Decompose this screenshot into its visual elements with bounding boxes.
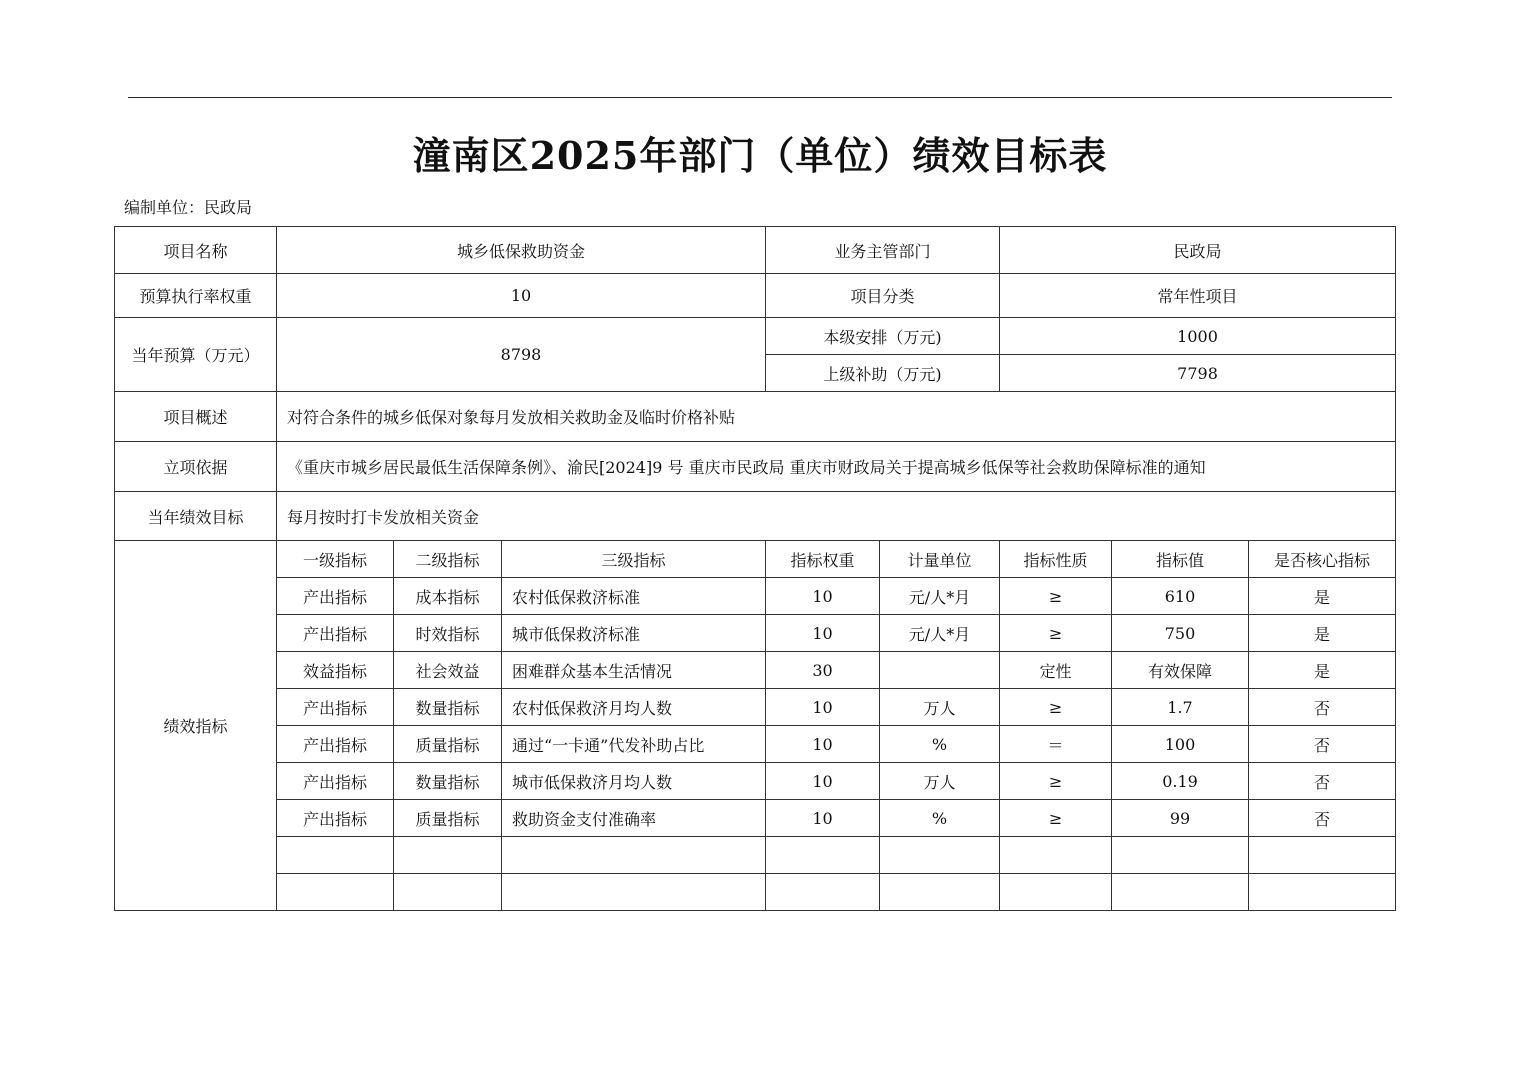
- level3-indicator: 通过“一卡通”代发补助占比: [502, 726, 766, 763]
- level2-indicator: [394, 837, 502, 874]
- indicator-row: [115, 800, 1396, 837]
- indicator-weight: 10: [766, 689, 880, 726]
- performance-table: [114, 226, 1396, 911]
- core-indicator-flag: 是: [1249, 615, 1396, 652]
- measurement-unit: 元/人*月: [880, 578, 1000, 615]
- indicator-nature: [1000, 874, 1112, 911]
- indicator-value: 0.19: [1112, 763, 1249, 800]
- category-label: 项目分类: [766, 274, 1000, 318]
- column-header: 指标性质: [1000, 541, 1112, 578]
- level3-indicator: 农村低保救济月均人数: [502, 689, 766, 726]
- indicator-row: [115, 689, 1396, 726]
- empty-indicator-row: [115, 874, 1396, 911]
- budget-label: 当年预算（万元）: [115, 318, 277, 392]
- core-indicator-flag: 是: [1249, 652, 1396, 689]
- indicator-row: [115, 578, 1396, 615]
- goal-value: 每月按时打卡发放相关资金: [277, 492, 1396, 541]
- level2-indicator: 时效指标: [394, 615, 502, 652]
- level2-indicator: [394, 874, 502, 911]
- indicator-value: 1.7: [1112, 689, 1249, 726]
- indicator-weight: [766, 837, 880, 874]
- level3-indicator: [502, 837, 766, 874]
- department-label: 业务主管部门: [766, 227, 1000, 274]
- weight-label: 预算执行率权重: [115, 274, 277, 318]
- level1-indicator: 产出指标: [277, 578, 394, 615]
- compiling-unit: 编制单位：民政局: [124, 198, 253, 217]
- upper-subsidy-label: 上级补助（万元): [766, 355, 1000, 392]
- column-header: 一级指标: [277, 541, 394, 578]
- level1-indicator: 产出指标: [277, 726, 394, 763]
- indicator-weight: 10: [766, 726, 880, 763]
- measurement-unit: 万人: [880, 689, 1000, 726]
- indicator-header-row: [115, 541, 1396, 578]
- column-header: 指标值: [1112, 541, 1249, 578]
- measurement-unit: %: [880, 726, 1000, 763]
- level1-indicator: 产出指标: [277, 689, 394, 726]
- level3-indicator: 城市低保救济月均人数: [502, 763, 766, 800]
- core-indicator-flag: 是: [1249, 578, 1396, 615]
- level3-indicator: 农村低保救济标准: [502, 578, 766, 615]
- level2-indicator: 社会效益: [394, 652, 502, 689]
- empty-indicator-row: [115, 837, 1396, 874]
- project-name-value: 城乡低保救助资金: [277, 227, 766, 274]
- measurement-unit: [880, 874, 1000, 911]
- indicator-value: 有效保障: [1112, 652, 1249, 689]
- level1-indicator: [277, 837, 394, 874]
- measurement-unit: [880, 652, 1000, 689]
- local-budget-label: 本级安排（万元): [766, 318, 1000, 355]
- core-indicator-flag: 否: [1249, 763, 1396, 800]
- goal-label: 当年绩效目标: [115, 492, 277, 541]
- measurement-unit: 元/人*月: [880, 615, 1000, 652]
- basis-value: 《重庆市城乡居民最低生活保障条例》、渝民[2024]9 号 重庆市民政局 重庆市财政局关于提高城乡低保等社会救助保障标准的通知: [277, 442, 1396, 492]
- indicator-value: 99: [1112, 800, 1249, 837]
- core-indicator-flag: [1249, 874, 1396, 911]
- department-value: 民政局: [1000, 227, 1396, 274]
- core-indicator-flag: 否: [1249, 800, 1396, 837]
- indicator-nature: ≥: [1000, 689, 1112, 726]
- indicator-row: [115, 615, 1396, 652]
- level1-indicator: 产出指标: [277, 615, 394, 652]
- table-row: [115, 492, 1396, 541]
- column-header: 计量单位: [880, 541, 1000, 578]
- indicator-weight: [766, 874, 880, 911]
- level2-indicator: 质量指标: [394, 726, 502, 763]
- project-name-label: 项目名称: [115, 227, 277, 274]
- table-row: [115, 227, 1396, 274]
- level3-indicator: 城市低保救济标准: [502, 615, 766, 652]
- level1-indicator: [277, 874, 394, 911]
- overview-value: 对符合条件的城乡低保对象每月发放相关救助金及临时价格补贴: [277, 392, 1396, 442]
- upper-subsidy-value: 7798: [1000, 355, 1396, 392]
- indicator-nature: [1000, 837, 1112, 874]
- indicator-value: 610: [1112, 578, 1249, 615]
- indicator-value: 750: [1112, 615, 1249, 652]
- column-header: 指标权重: [766, 541, 880, 578]
- column-header: 是否核心指标: [1249, 541, 1396, 578]
- indicator-nature: ≥: [1000, 578, 1112, 615]
- core-indicator-flag: [1249, 837, 1396, 874]
- column-header: 二级指标: [394, 541, 502, 578]
- indicator-weight: 10: [766, 763, 880, 800]
- indicator-row: [115, 652, 1396, 689]
- table-row: [115, 442, 1396, 492]
- measurement-unit: 万人: [880, 763, 1000, 800]
- budget-value: 8798: [277, 318, 766, 392]
- basis-label: 立项依据: [115, 442, 277, 492]
- level2-indicator: 成本指标: [394, 578, 502, 615]
- page-title: 潼南区2025年部门（单位）绩效目标表: [412, 133, 1108, 178]
- indicator-nature: ＝: [1000, 726, 1112, 763]
- indicator-weight: 10: [766, 615, 880, 652]
- weight-value: 10: [277, 274, 766, 318]
- indicator-value: [1112, 837, 1249, 874]
- measurement-unit: [880, 837, 1000, 874]
- core-indicator-flag: 否: [1249, 726, 1396, 763]
- column-header: 三级指标: [502, 541, 766, 578]
- local-budget-value: 1000: [1000, 318, 1396, 355]
- indicator-weight: 10: [766, 800, 880, 837]
- overview-label: 项目概述: [115, 392, 277, 442]
- indicator-nature: ≥: [1000, 615, 1112, 652]
- indicator-weight: 30: [766, 652, 880, 689]
- level1-indicator: 产出指标: [277, 763, 394, 800]
- indicator-nature: 定性: [1000, 652, 1112, 689]
- indicators-label: 绩效指标: [115, 541, 277, 911]
- level2-indicator: 质量指标: [394, 800, 502, 837]
- category-value: 常年性项目: [1000, 274, 1396, 318]
- indicator-nature: ≥: [1000, 800, 1112, 837]
- table-row: [115, 392, 1396, 442]
- core-indicator-flag: 否: [1249, 689, 1396, 726]
- indicator-row: [115, 763, 1396, 800]
- level3-indicator: 救助资金支付准确率: [502, 800, 766, 837]
- table-row: [115, 318, 1396, 355]
- header-rule: [128, 97, 1392, 98]
- indicator-nature: ≥: [1000, 763, 1112, 800]
- indicator-value: [1112, 874, 1249, 911]
- level1-indicator: 产出指标: [277, 800, 394, 837]
- level2-indicator: 数量指标: [394, 763, 502, 800]
- indicator-row: [115, 726, 1396, 763]
- indicator-value: 100: [1112, 726, 1249, 763]
- level3-indicator: 困难群众基本生活情况: [502, 652, 766, 689]
- indicator-weight: 10: [766, 578, 880, 615]
- level3-indicator: [502, 874, 766, 911]
- measurement-unit: %: [880, 800, 1000, 837]
- table-row: [115, 274, 1396, 318]
- level2-indicator: 数量指标: [394, 689, 502, 726]
- level1-indicator: 效益指标: [277, 652, 394, 689]
